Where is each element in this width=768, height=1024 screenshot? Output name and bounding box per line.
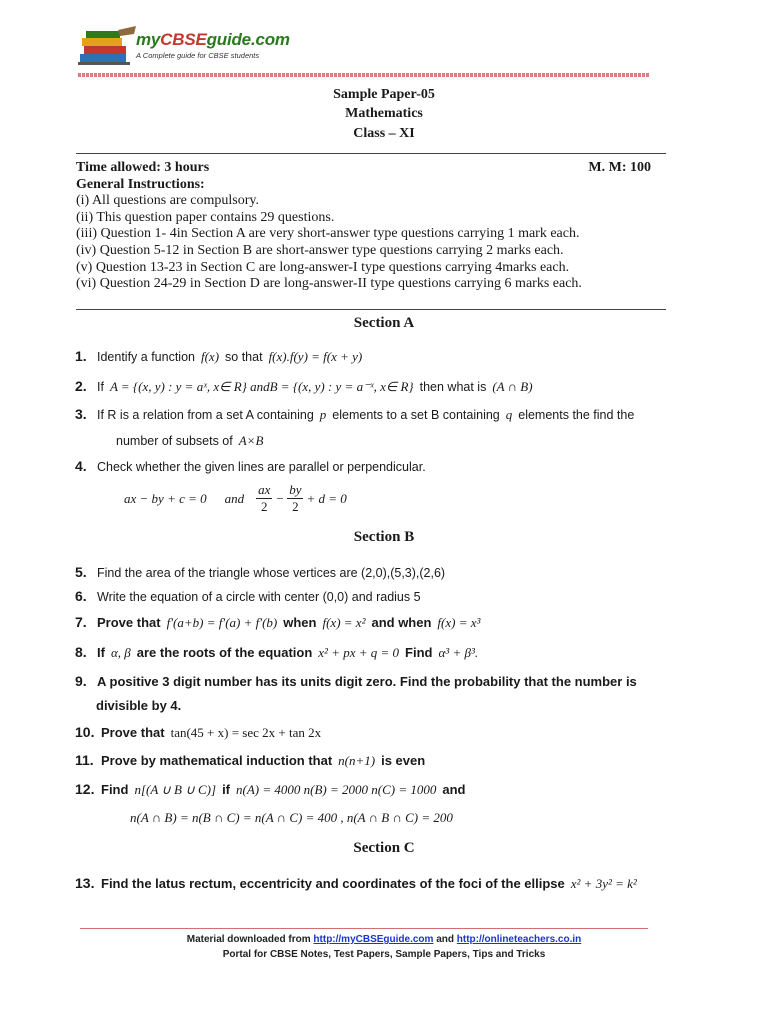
question-4-equations: ax − by + c = 0 and $\frac{ax}{2}$ − $\frac{by}{2}$ + d = 0 — [124, 482, 347, 514]
class-title: Class – XI — [353, 126, 415, 141]
question-3: 3. If R is a relation from a set A containing p elements to a set B containing q elements the find the — [75, 406, 635, 422]
question-12-line-2: n(A ∩ B) = n(B ∩ C) = n(A ∩ C) = 400 , n(A ∩ B ∩ C) = 200 — [130, 810, 453, 825]
brand-tagline: A Complete guide for CBSE students — [136, 51, 260, 60]
question-2: 2. If A = {(x, y) : y = aˣ, x∈ R} andB = {(x, y) : y = a⁻ˣ, x∈ R} then what is (A ∩ B) — [75, 378, 533, 394]
question-7: 7. Prove that f′(a+b) = f′(a) + f′(b) when f(x) = x² and when f(x) = x³ — [75, 614, 481, 630]
instruction-item: (vi) Question 24-29 in Section D are long-answer-II type questions carrying 6 marks each. — [76, 276, 582, 292]
max-marks: M. M: 100 — [588, 160, 651, 175]
onlineteachers-link[interactable]: http://onlineteachers.co.in — [456, 934, 582, 945]
brand-title: myCBSEguide.com — [136, 30, 290, 49]
general-instructions-title: General Instructions: — [76, 176, 205, 192]
section-c-heading: Section C — [353, 840, 415, 856]
question-11: 11. Prove by mathematical induction that n(n+1) is even — [75, 752, 426, 768]
question-5: 5. Find the area of the triangle whose vertices are (2,0),(5,3),(2,6) — [75, 564, 446, 580]
footer-line-2: Portal for CBSE Notes, Test Papers, Sample Papers, Tips and Tricks — [222, 949, 546, 960]
divider — [76, 309, 666, 310]
paper-title: Sample Paper-05 — [333, 87, 435, 102]
question-9-line-2: divisible by 4. — [96, 698, 182, 713]
section-b-heading: Section B — [353, 529, 415, 545]
question-12: 12. Find n[(A ∪ B ∪ C)] if n(A) = 4000 n(B) = 2000 n(C) = 1000 and — [75, 781, 466, 797]
instruction-item: (v) Question 13-23 in Section C are long-answer-I type questions carrying 4marks each. — [76, 259, 570, 275]
instruction-item: (ii) This question paper contains 29 questions. — [76, 209, 335, 225]
instructions-block — [76, 160, 651, 293]
question-13: 13. Find the latus rectum, eccentricity and coordinates of the foci of the ellipse x² + 3y² = k² — [75, 875, 637, 891]
subject-title: Mathematics — [345, 106, 423, 121]
footer-divider — [80, 928, 648, 929]
question-4: 4. Check whether the given lines are parallel or perpendicular. — [75, 458, 426, 474]
instruction-item: (i) All questions are compulsory. — [76, 193, 260, 209]
mycbseguide-link[interactable]: http://myCBSEguide.com — [313, 934, 434, 945]
question-9: 9. A positive 3 digit number has its units digit zero. Find the probability that the number is — [75, 673, 637, 689]
divider — [76, 153, 666, 154]
question-3-line-2: number of subsets of A×B — [116, 433, 264, 448]
books-icon — [78, 26, 138, 68]
question-1: 1. Identify a function f(x) so that f(x).f(y) = f(x + y) — [75, 348, 363, 364]
brand-logo — [78, 24, 290, 70]
instruction-item: (iv) Question 5-12 in Section B are short-answer type questions carrying 2 marks each. — [76, 242, 564, 258]
instruction-item: (iii) Question 1- 4in Section A are very short-answer type questions carrying 1 mark each. — [76, 226, 580, 242]
question-6: 6. Write the equation of a circle with center (0,0) and radius 5 — [75, 588, 421, 604]
section-a-heading: Section A — [353, 315, 415, 331]
header-divider — [78, 73, 650, 77]
time-allowed: Time allowed: 3 hours — [76, 160, 210, 175]
question-10: 10. Prove that tan(45 + x) = sec 2x + tan 2x — [75, 724, 322, 740]
footer-line-1: Material downloaded from http://myCBSEguide.com and http://onlineteachers.co.in — [186, 934, 582, 945]
question-8: 8. If α, β are the roots of the equation x² + px + q = 0 Find α³ + β³. — [75, 644, 479, 660]
